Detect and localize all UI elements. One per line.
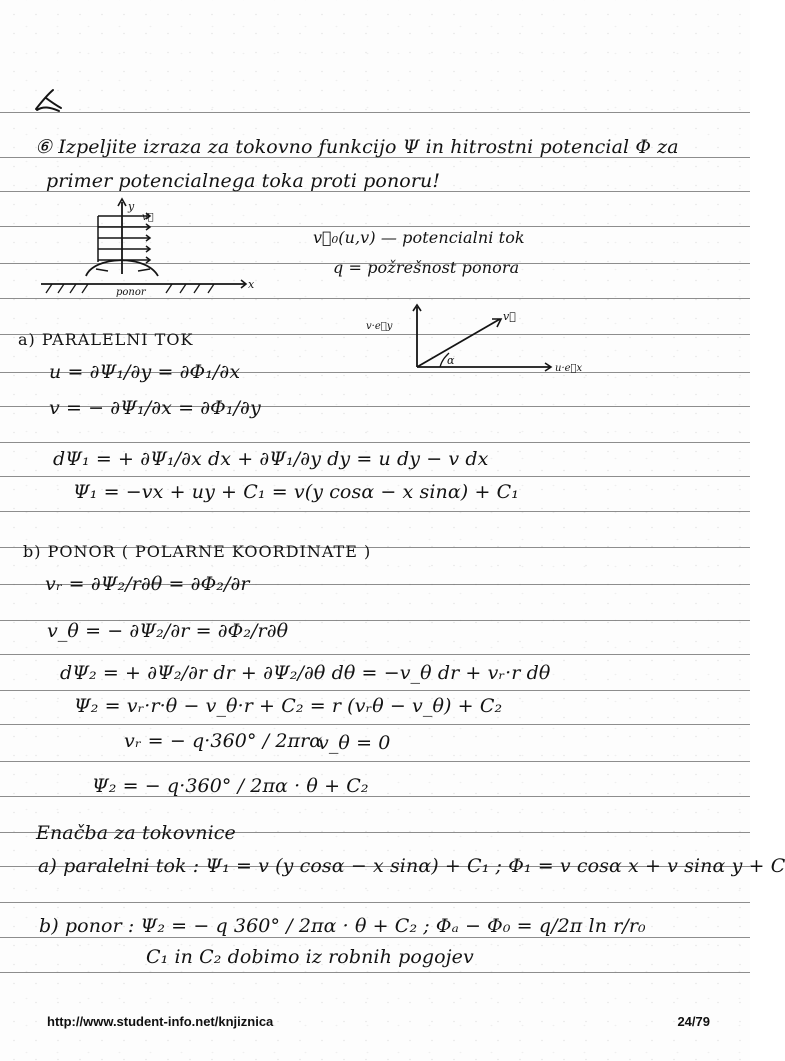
footer-url: http://www.student-info.net/knjiznica — [47, 1014, 274, 1029]
ruled-line — [0, 724, 750, 725]
streamline-equation-a: a) paralelni tok : Ψ₁ = v (y cosα − x sinα) + C₁ ; Φ₁ = v cosα x + v sinα y + C — [38, 855, 785, 877]
b-vt-value: v_θ = 0 — [318, 732, 391, 754]
streamline-equation-b: b) ponor : Ψ₂ = − q 360° / 2πα · θ + C₂ ; Φₐ − Φ₀ = q/2π ln r/r₀ — [39, 915, 646, 937]
svg-text:α: α — [447, 354, 455, 367]
svg-text:v⃗: v⃗ — [503, 310, 516, 323]
page-number: 24/79 — [677, 1014, 710, 1029]
potential-flow-note: v⃗₀(u,v) — potencialni tok — [313, 228, 525, 247]
a-psi-equation: Ψ₁ = −vx + uy + C₁ = v(y cosα − x sinα) + C₁ — [73, 481, 519, 503]
b-dpsi-equation: dΨ₂ = + ∂Ψ₂/∂r dr + ∂Ψ₂/∂θ dθ = −v_θ dr + vᵣ·r dθ — [60, 662, 551, 684]
problem-subtitle: primer potencialnega toka proti ponoru! — [46, 170, 441, 192]
a-u-equation: u = ∂Ψ₁/∂y = ∂Φ₁/∂x — [49, 361, 241, 383]
signature-mark-icon — [30, 86, 66, 114]
ruled-line — [0, 511, 750, 512]
ruled-line — [0, 972, 750, 973]
b-psi-equation: Ψ₂ = vᵣ·r·θ − v_θ·r + C₂ = r (vᵣθ − v_θ) + C₂ — [74, 695, 503, 717]
b-vr-equation: vᵣ = ∂Ψ₂/r∂θ = ∂Φ₂/∂r — [45, 573, 250, 595]
ruled-line — [0, 937, 750, 938]
velocity-triangle-diagram — [366, 303, 615, 385]
svg-text:y: y — [128, 200, 135, 213]
b-vt-equation: v_θ = − ∂Ψ₂/∂r = ∂Φ₂/r∂θ — [47, 620, 289, 642]
svg-text:ponor: ponor — [116, 287, 146, 298]
section-a-heading: a) PARALELNI TOK — [18, 330, 194, 349]
ruled-line — [0, 112, 750, 113]
svg-text:v⃗: v⃗ — [142, 212, 154, 223]
ruled-line — [0, 476, 750, 477]
ruled-line — [0, 761, 750, 762]
svg-text:v·e⃗y: v·e⃗y — [366, 321, 393, 332]
ruled-line — [0, 902, 750, 903]
a-dpsi-equation: dΨ₁ = + ∂Ψ₁/∂x dx + ∂Ψ₁/∂y dy = u dy − v dx — [53, 448, 489, 470]
sink-strength-note: q = požrešnost ponora — [333, 258, 520, 277]
flow-diagram — [34, 196, 294, 304]
problem-title: ⑥ Izpeljite izraza za tokovno funkcijo Ψ in hitrostni potencial Φ za — [35, 136, 679, 158]
boundary-condition-note: C₁ in C₂ dobimo iz robnih pogojev — [146, 946, 474, 968]
ruled-line — [0, 442, 750, 443]
a-v-equation: v = − ∂Ψ₁/∂x = ∂Φ₁/∂y — [49, 397, 261, 419]
streamline-heading: Enačba za tokovnice — [36, 822, 236, 844]
ruled-line — [0, 690, 750, 691]
svg-text:u·e⃗x: u·e⃗x — [555, 363, 583, 374]
b-vr-value: vᵣ = − q·360° / 2πrα — [124, 730, 323, 752]
b-psi2-equation: Ψ₂ = − q·360° / 2πα · θ + C₂ — [92, 775, 369, 797]
section-b-heading: b) PONOR ( POLARNE KOORDINATE ) — [23, 542, 372, 561]
svg-text:x: x — [248, 278, 255, 291]
ruled-line — [0, 654, 750, 655]
